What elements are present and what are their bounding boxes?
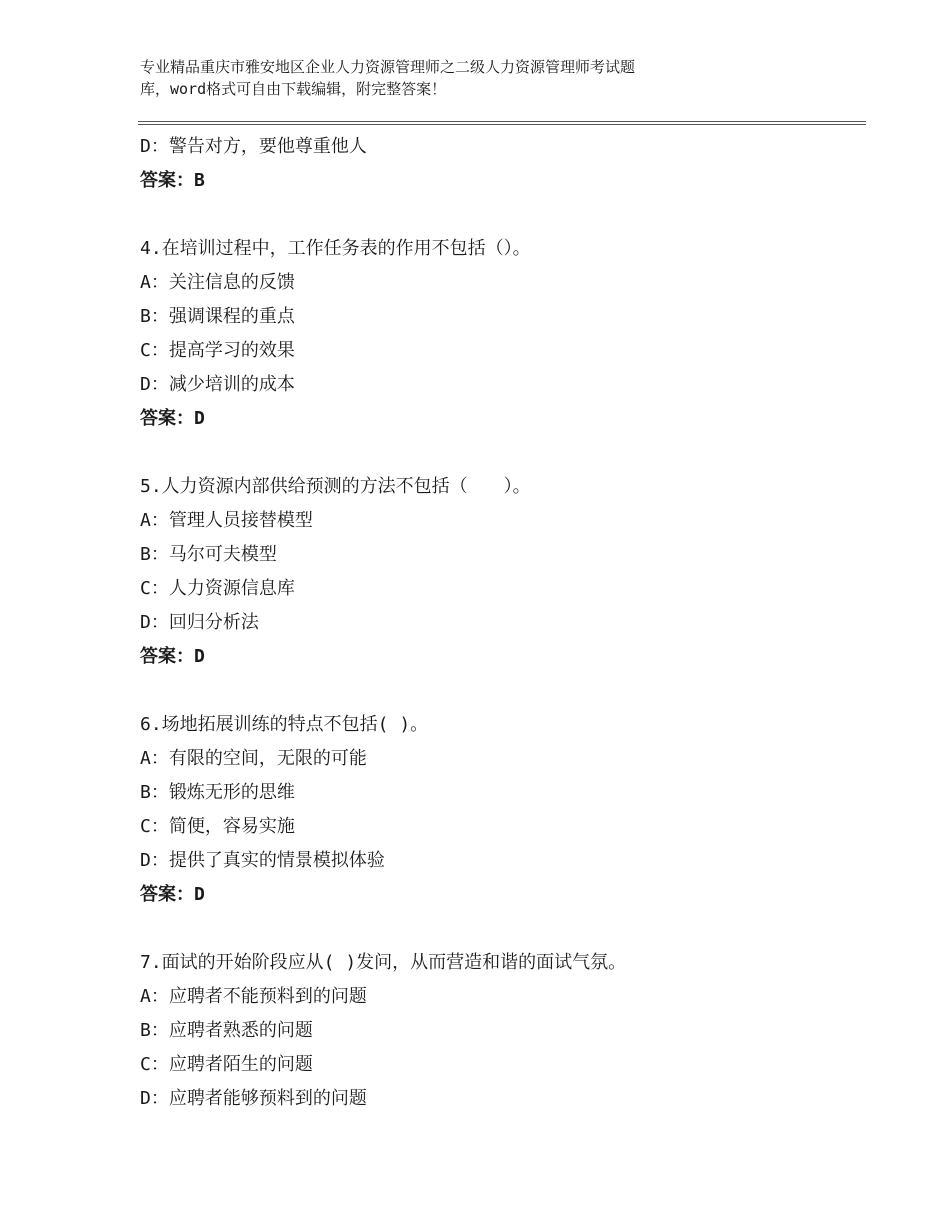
option-a: A：管理人员接替模型 xyxy=(140,510,313,531)
document-header xyxy=(140,56,780,100)
option-d-prev: D：警告对方，要他尊重他人 xyxy=(140,136,367,157)
option-d: D：回归分析法 xyxy=(140,612,259,633)
option-b: B：马尔可夫模型 xyxy=(140,544,277,565)
question-5 xyxy=(140,470,860,674)
option-d: D：减少培训的成本 xyxy=(140,374,295,395)
answer-prev: 答案：B xyxy=(140,170,205,191)
option-a: A：应聘者不能预料到的问题 xyxy=(140,986,367,1007)
option-d: D：提供了真实的情景模拟体验 xyxy=(140,850,385,871)
question-stem: 7.面试的开始阶段应从( )发问，从而营造和谐的面试气氛。 xyxy=(140,952,627,973)
question-list xyxy=(140,130,860,1116)
answer: 答案：D xyxy=(140,884,205,905)
spacer xyxy=(140,674,860,708)
question-stem: 4.在培训过程中，工作任务表的作用不包括（）。 xyxy=(140,238,531,259)
header-line-1: 专业精品重庆市雅安地区企业人力资源管理师之二级人力资源管理师考试题 xyxy=(140,58,636,76)
header-rule-bottom xyxy=(138,124,866,125)
option-a: A：有限的空间，无限的可能 xyxy=(140,748,367,769)
option-b: B：应聘者熟悉的问题 xyxy=(140,1020,313,1041)
option-d: D：应聘者能够预料到的问题 xyxy=(140,1088,367,1109)
option-b: B：强调课程的重点 xyxy=(140,306,295,327)
header-rule-top xyxy=(138,121,866,122)
option-c: C：提高学习的效果 xyxy=(140,340,295,361)
spacer xyxy=(140,198,860,232)
answer: 答案：D xyxy=(140,408,205,429)
question-4 xyxy=(140,232,860,436)
question-stem: 5.人力资源内部供给预测的方法不包括（ ）。 xyxy=(140,476,531,497)
answer: 答案：D xyxy=(140,646,205,667)
option-c: C：简便，容易实施 xyxy=(140,816,295,837)
spacer xyxy=(140,436,860,470)
option-c: C：人力资源信息库 xyxy=(140,578,295,599)
question-stem: 6.场地拓展训练的特点不包括( )。 xyxy=(140,714,429,735)
option-b: B：锻炼无形的思维 xyxy=(140,782,295,803)
option-c: C：应聘者陌生的问题 xyxy=(140,1054,313,1075)
header-line-2: 库，word格式可自由下载编辑，附完整答案！ xyxy=(140,80,447,98)
option-a: A：关注信息的反馈 xyxy=(140,272,295,293)
spacer xyxy=(140,912,860,946)
question-6 xyxy=(140,708,860,912)
question-7 xyxy=(140,946,860,1116)
